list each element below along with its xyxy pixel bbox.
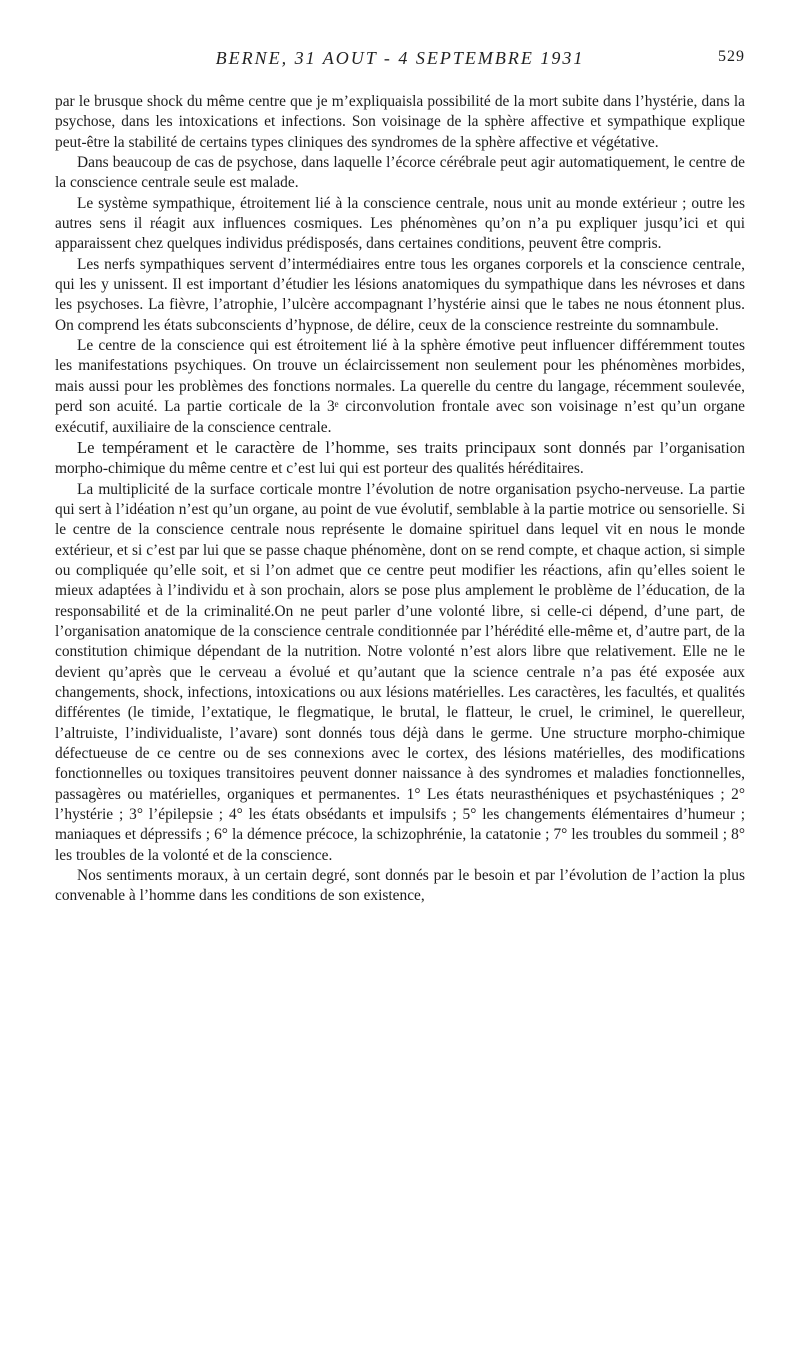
paragraph-5: Le centre de la conscience qui est étroitement lié à la sphère émotive peut influencer différemment toutes les manifestations psychiques. On trouve un éclaircissement non seulement pour les phénomènes morbides, mais aussi pour les problèmes des fonctions normales. La querelle du centre du langage, récemment soulevée, perd son acuité. La partie corticale de la 3ᵉ circonvolution frontale avec son voisinage n’est qu’un organe exécutif, auxiliaire de la conscience centrale. bbox=[55, 337, 745, 436]
header-title: BERNE, 31 AOUT - 4 SEPTEMBRE 1931 bbox=[215, 48, 585, 68]
paragraph-6-emphasis: Le tempérament et le caractère de l’homme, ses traits principaux sont donnés bbox=[77, 437, 626, 457]
paragraph-1: par le brusque shock du même centre que je m’expliquaisla possibilité de la mort subite dans l’hystérie, dans la psychose, dans les intoxications et infections. Son voisinage de la sphère affective et sympathique explique peut-être la stabilité de certains types cliniques des syndromes de la sphère affective et végétative. bbox=[55, 93, 745, 151]
body-text bbox=[55, 92, 745, 907]
paragraph-7: La multiplicité de la surface corticale montre l’évolution de notre organisation psycho-nerveuse. La partie qui sert à l’idéation n’est qu’un organe, au point de vue évolutif, semblable à la partie motrice ou sensorielle. Si le centre de la conscience centrale nous représente le domaine spirituel dans lequel vit en nous le monde extérieur, et si c’est par lui que se passe chaque phénomène, dont on se rend compte, et chaque action, si simple ou compliquée qu’elle soit, et si l’on admet que ce centre peut modifier les réactions, afin qu’elles soient le mieux adaptées à l’individu et à son prochain, alors se pose plus amplement le problème de l’éducation, de la responsabilité et de la criminalité.On ne peut parler d’une volonté libre, si celle-ci dépend, d’une part, de l’organisation anatomique de la conscience centrale conditionnée par l’hérédité elle-même et, d’autre part, de la constitution chimique dépendant de la nutrition. Notre volonté n’est alors libre que relativement. Elle ne le devient qu’après que le cerveau a évolué et qu’autant que la science centrale n’a pas été exposée aux changements, shock, infections, intoxications ou aux lésions matérielles. Les caractères, les facultés, et qualités différentes (le timide, l’extatique, le flegmatique, le brutal, le flatteur, le cruel, le criminel, le querelleur, l’altruiste, l’individualiste, l’avare) sont donnés tous déjà dans le germe. Une structure morpho-chimique défectueuse de ce centre ou de ses connexions avec le cortex, des lésions matérielles, des modifications fonctionnelles ou toxiques transitoires peuvent donner naissance à des syndromes et maladies fonctionnelles, passagères ou matérielles, organiques et permanentes. 1° Les états neurasthéniques et psychasténiques ; 2° l’hystérie ; 3° l’épilepsie ; 4° les états obsédants et impulsifs ; 5° les changements élémentaires d’humeur ; maniaques et dépressifs ; 6° la démence précoce, la schizophrénie, la catatonie ; 7° les troubles du sommeil ; 8° les troubles de la volonté et de la conscience. bbox=[55, 480, 745, 864]
running-header bbox=[55, 48, 745, 72]
paragraph-3: Le système sympathique, étroitement lié à la conscience centrale, nous unit au monde extérieur ; outre les autres sens il réagit aux influences cosmiques. Les phénomènes qu’on n’a pu expliquer jusqu’ici et qui apparaissent chez quelques individus prédisposés, dans certaines conditions, peuvent être compris. bbox=[55, 194, 745, 253]
paragraph-6 bbox=[55, 438, 745, 480]
paragraph-2: Dans beaucoup de cas de psychose, dans laquelle l’écorce cérébrale peut agir automatiquement, le centre de la conscience centrale seule est malade. bbox=[55, 154, 745, 192]
paragraph-6-rest: par l’organisation morpho-chimique du même centre et c’est lui qui est porteur des qualités héréditaires. bbox=[55, 439, 745, 478]
page-number: 529 bbox=[718, 48, 745, 65]
paragraph-8: Nos sentiments moraux, à un certain degré, sont donnés par le besoin et par l’évolution de l’action la plus convenable à l’homme dans les conditions de son existence, bbox=[55, 867, 745, 905]
paragraph-4: Les nerfs sympathiques servent d’intermédiaires entre tous les organes corporels et la conscience centrale, qui les y unissent. Il est important d’étudier les lésions anatomiques du sympathique dans les névroses et dans les psychoses. La fièvre, l’atrophie, l’ulcère accompagnant l’hystérie ainsi que le tabes ne nous étonnent plus. On comprend les états subconscients d’hypnose, de délire, ceux de la conscience restreinte du somnambule. bbox=[55, 255, 745, 334]
